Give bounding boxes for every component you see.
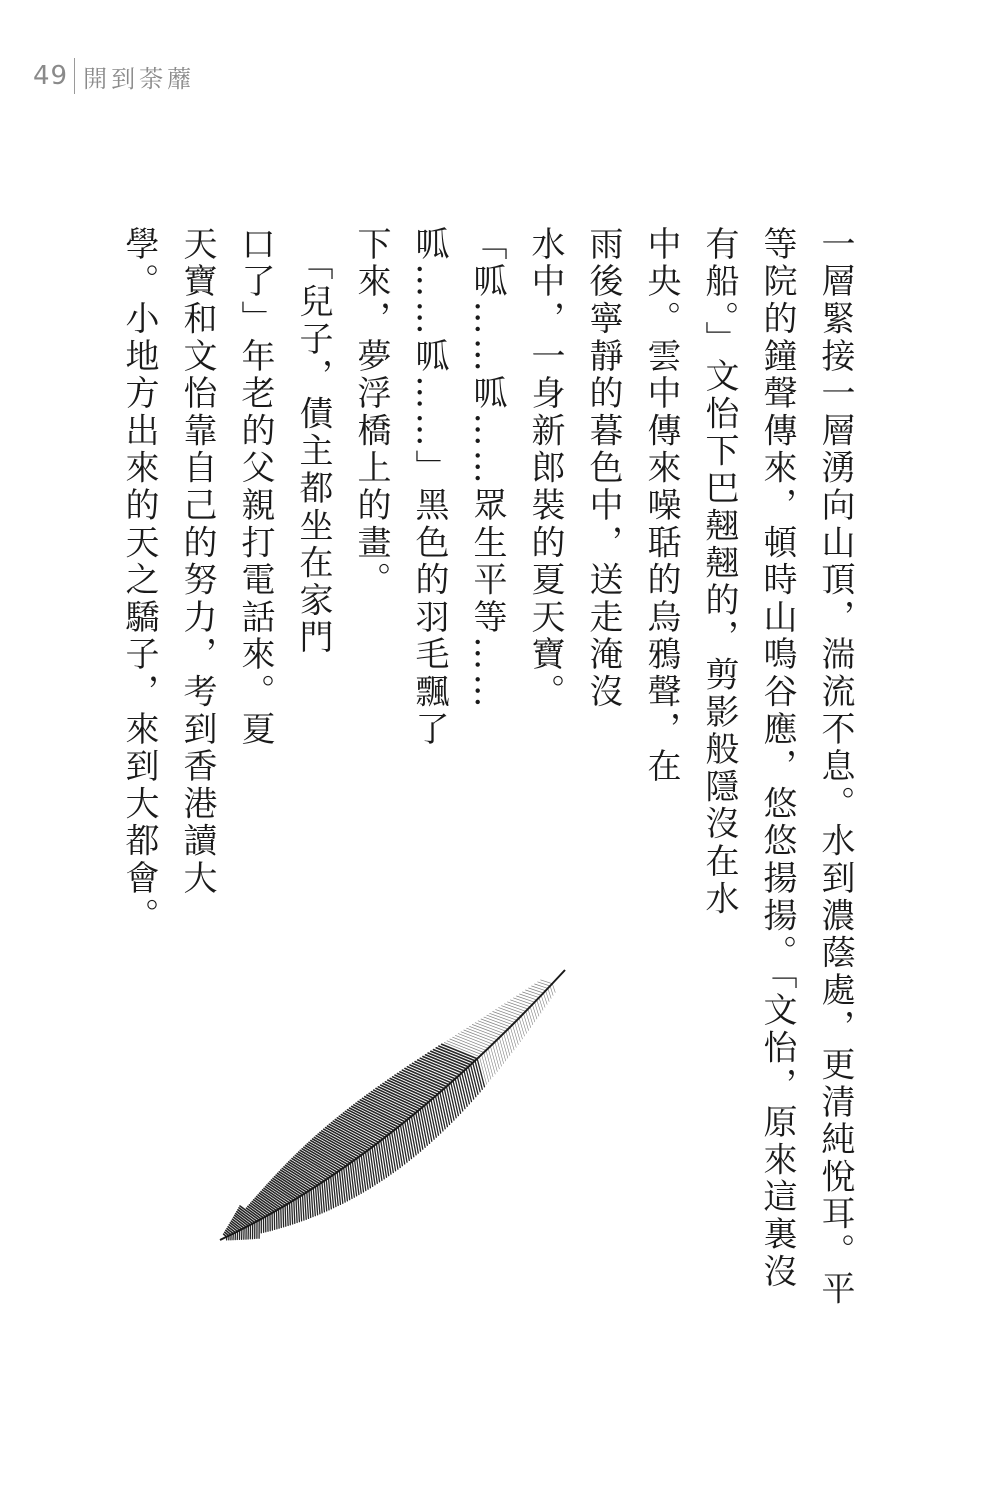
page-header [33,56,195,96]
text-column: 中央。雲中傳來噪聒的烏鴉聲，在 [641,226,681,786]
text-column: 「呱……呱……眾生平等…… [467,226,507,711]
running-title: 開到荼蘼 [83,64,196,93]
text-column: 呱……呱……」黑色的羽毛飄了 [409,226,449,749]
text-column: 「兒子，債主都坐在家門 [293,226,333,657]
text-column: 一層緊接一層湧向山頂，湍流不息。水到濃蔭處，更清純悅耳。平 [815,226,855,1308]
text-column: 天寶和文怡靠自己的努力，考到香港讀大 [177,226,217,898]
text-column: 等院的鐘聲傳來，頓時山鳴谷應，悠悠揚揚。「文怡，原來這裏沒 [757,226,797,1291]
text-column: 雨後寧靜的暮色中，送走淹沒 [583,226,623,711]
page-number: 49 [33,61,69,91]
text-column: 學。小地方出來的天之驕子，來到大都會。 [119,226,159,935]
text-column: 水中，一身新郎裝的夏天寶。 [525,226,565,711]
text-column: 有船。」文怡下巴翹翹的，剪影般隱沒在水 [699,226,739,918]
feather-icon [210,960,600,1270]
text-column: 下來，夢浮橋上的畫。 [351,226,391,599]
text-column: 口了」年老的父親打電話來。夏 [235,226,275,749]
header-divider [74,58,75,94]
